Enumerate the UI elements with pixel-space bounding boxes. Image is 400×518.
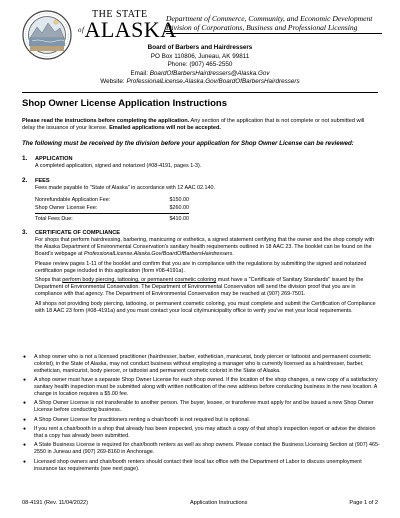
board-webpage-link[interactable]: ProfessionalLicense.Alaska.Gov/BoardOfBarbersHairdressers xyxy=(83,250,233,257)
fee-label: Shop Owner License Fee: xyxy=(35,204,98,211)
list-item: ● A shop owner must have a separate Shop Owner License for each shop owned. If the location of the shop changes, a new copy of a satisfactory sanitary health inspection must be submitted along with written notification of the new address before conducting business in the new location. A change in location requires a $5.00 fee. xyxy=(22,377,380,398)
section-heading: CERTIFICATE OF COMPLIANCE xyxy=(35,230,121,236)
text-span: . xyxy=(232,250,234,257)
of-text: of xyxy=(78,26,85,34)
intro-bold-2: Emailed applications will not be accepted. xyxy=(109,125,221,132)
fee-amount: $150.00 xyxy=(169,196,189,203)
main-divider xyxy=(22,92,378,93)
fee-amount: $260.00 xyxy=(169,204,189,211)
form-number: 08-4191 (Rev. 11/04/2022) xyxy=(22,500,89,506)
board-website-link[interactable]: ProfessionalLicense.Alaska.Gov/BoardOfBarbersHairdressers xyxy=(126,78,300,86)
list-item: ● A Shop Owner License for practitioners renting a chair/booth is not required but is optional. xyxy=(22,417,380,424)
underlined-text: perform body piercing, tattooing, or permanent cosmetic coloring xyxy=(62,277,217,284)
intro-bold-1: Please read the instructions before completing the application. xyxy=(22,118,190,124)
compliance-paragraph-2: Please review pages 1-11 of the booklet and confirm that you are in compliance with the regulations by submitting the signed and notarized certification page included in this application (form #08-4191a). xyxy=(35,260,367,274)
compliance-paragraph-3 xyxy=(35,277,377,298)
fees-table xyxy=(35,196,189,223)
fee-row xyxy=(35,204,189,212)
division-name: Division of Corporations, Business and Professional Licensing xyxy=(166,22,358,32)
notes-list xyxy=(22,354,380,475)
state-title-block xyxy=(78,9,177,40)
compliance-paragraph-4: All shops not providing body piercing, tattooing, or permanent cosmetic coloring, you must complete and submit the Certification of Compliance with 18 AAC 23 form (#08-4191a) and you must contact your local city/municipality office to verify you've met your local requirements. xyxy=(35,301,376,315)
page-footer xyxy=(22,500,378,506)
the-state-text: THE STATE xyxy=(92,9,148,20)
fee-label: Total Fees Due: xyxy=(35,215,73,222)
section-number: 2. xyxy=(22,177,28,184)
text-span: For shops that perform hairdressing, barbering, manicuring or esthetics, a signed statement certifying that the owner and the shop comply with the Alaska Department of Environmental Conservation's sanitary health requirements outlined in 18 AAC 23. The booklet can be found on the Board's webpage at xyxy=(35,236,375,257)
board-phone: Phone: (907) 465-2550 xyxy=(167,61,233,69)
header-divider xyxy=(166,33,382,34)
fee-total-row xyxy=(35,213,189,223)
footer-title: Application Instructions xyxy=(189,500,248,506)
board-email-link[interactable]: BoardOfBarbersHairdressers@Alaska.Gov xyxy=(149,69,270,77)
website-label: Website: xyxy=(100,78,127,86)
intro-paragraph xyxy=(22,118,378,132)
department-name: Department of Commerce, Community, and Economic Development xyxy=(166,14,373,23)
fee-amount: $410.00 xyxy=(169,215,189,222)
fee-label: Nonrefundable Application Fee: xyxy=(35,196,111,203)
text-span: Shops that xyxy=(35,277,63,284)
requirements-heading: The following must be received by the division before your application for Shop Owner License can be reviewed: xyxy=(22,140,354,147)
section-certificate-of-compliance xyxy=(22,230,382,318)
board-name: Board of Barbers and Hairdressers xyxy=(147,44,253,51)
alaska-text: ALASKA xyxy=(84,17,177,42)
email-label: Email: xyxy=(130,69,150,77)
section-application xyxy=(22,156,382,173)
board-email-line xyxy=(90,70,310,79)
list-item: ● If you rent a chair/booth in a shop that already has been inspected, you may attach a copy of that shop's inspection report or advise the division that a copy has already been submitted. xyxy=(22,426,380,440)
fee-row xyxy=(35,196,189,204)
department-block xyxy=(166,15,372,32)
section-text: A completed application, signed and notarized (#08-4191, pages 1-3). xyxy=(35,162,202,169)
state-seal-icon xyxy=(22,10,72,60)
section-heading: FEES xyxy=(35,178,50,184)
compliance-paragraph-1 xyxy=(35,237,377,258)
section-fees xyxy=(22,178,382,223)
list-item: ● A Shop Owner License is not transferable to another person. The buyer, lessee, or transferee must apply for and be issued a new Shop Owner License before conducting business. xyxy=(22,400,380,414)
list-item: ● A shop owner who is not a licensed practitioner (hairdresser, barber, esthetician, manicurist, body piercer or tattooist and permanent cosmetic colorist), in the State of Alaska, may not conduct business without employing a manager who is currently licensed as a hairdresser, barber, esthetician, manicurist, body piercer, or tattooist and permanent cosmetic colorist in the State of Alaska. xyxy=(22,354,380,375)
text-span: must have a "Certificate of Sanitary Standards" issued by the Department of Environmental Conservation. The Department of Environmental Conservation will send the division proof that you are in compliance with that agency. The Department of Environmental Conservation may be reached at (907) 269-7501. xyxy=(35,277,364,298)
list-item: ● A State Business License is required for chair/booth renters as well as shop owners. Please contact the Business Licensing Section at (907) 465-2550 in Juneau and (907) 269-8160 in Anchorage. xyxy=(22,442,380,456)
page-number: Page 1 of 2 xyxy=(349,500,378,506)
section-text: Fees made payable to "State of Alaska" in accordance with 12 AAC 02.140. xyxy=(35,184,216,191)
section-number: 1. xyxy=(22,155,28,162)
board-contact-block xyxy=(90,44,310,87)
list-item: ● Licensed shop owners and chair/booth renters should contact their local tax office with the Department of Labor to discuss unemployment insurance tax requirements (see next page). xyxy=(22,459,380,473)
board-address: PO Box 110806, Juneau, AK 99811 xyxy=(150,52,250,60)
page-title: Shop Owner License Application Instructions xyxy=(22,98,227,109)
board-website-line xyxy=(90,78,310,87)
alaska-title xyxy=(78,17,177,42)
section-heading: APPLICATION xyxy=(35,156,73,162)
intro-text: Any section of the application that is not complete or not submitted will delay the issuance of your license. xyxy=(22,118,365,132)
section-number: 3. xyxy=(22,229,28,236)
